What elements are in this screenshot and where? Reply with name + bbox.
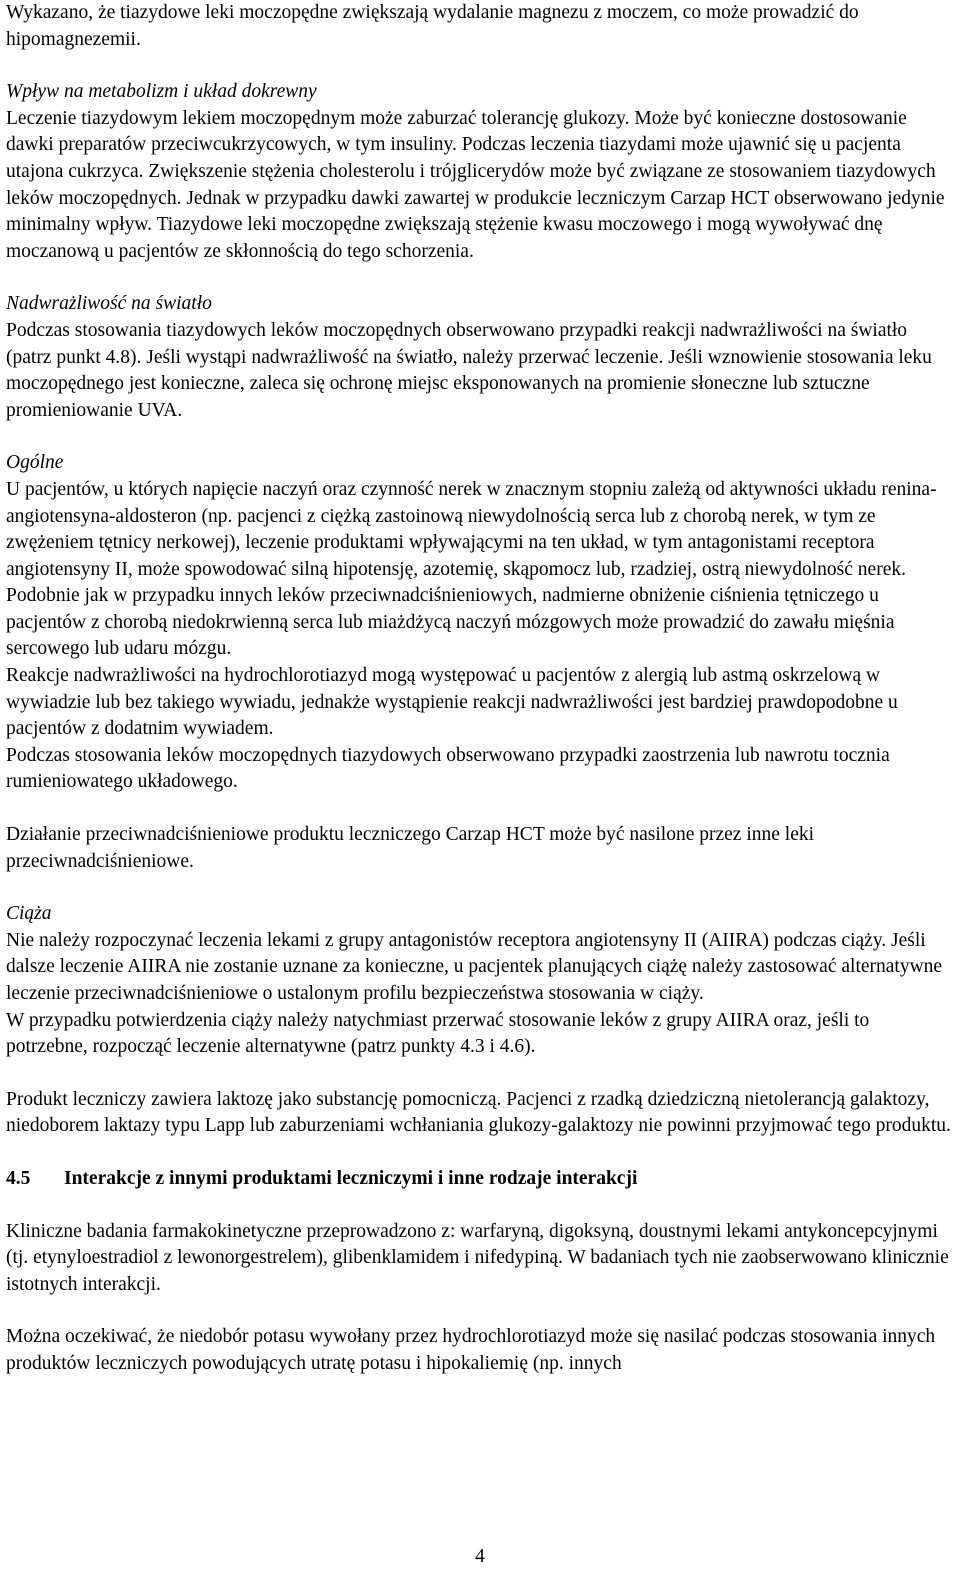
paragraph-ciaza-1: Nie należy rozpoczynać leczenia lekami z grupy antagonistów receptora angiotensyny II (AIIRA) podczas ciąży. Jeśli dalsze leczenie AIIRA nie zostanie uznane za konieczne, u pacjentek planujących ciążę należy zastosować alternatywne leczenie przeciwnadciśnieniowe o ustalonym profilu bezpieczeństwa stosowania w ciąży.	[6, 929, 943, 1004]
paragraph-ogolne-2: Reakcje nadwrażliwości na hydrochlorotiazyd mogą występować u pacjentów z alergią lub astmą oskrzelową w wywiadzie lub bez takiego wywiadu, jednakże wystąpienie reakcji nadwrażliwości jest bardziej prawdopodobne u pacjentów z dodatnim wywiadem.	[6, 665, 898, 740]
section-number: 4.5	[6, 1167, 31, 1189]
section-title: Interakcje z innymi produktami leczniczymi i inne rodzaje interakcji	[64, 1167, 638, 1189]
paragraph-ogolne-3: Podczas stosowania leków moczopędnych tiazydowych obserwowano przypadki zaostrzenia lub nawrotu tocznia rumieniowatego układowego.	[6, 744, 890, 793]
heading-nadwrazliwosc: Nadwrażliwość na światło	[6, 293, 212, 315]
heading-metabolizm: Wpływ na metabolizm i układ dokrewny	[6, 81, 317, 103]
heading-ogolne: Ogólne	[6, 452, 64, 474]
paragraph-ogolne-1: U pacjentów, u których napięcie naczyń oraz czynność nerek w znacznym stopniu zależą od aktywności układu renina-angiotensyna-aldosteron (np. pacjenci z ciężką zastoinową niewydolnością serca lub z chorobą nerek, w tym ze zwężeniem tętnicy nerkowej), leczenie produktami wpływającymi na ten układ, w tym antagonistami receptora angiotensyny II, może spowodować silną hipotensję, azotemię, skąpomocz lub, rzadziej, ostrą niewydolność nerek. Podobnie jak w przypadku innych leków przeciwnadciśnieniowych, nadmierne obniżenie ciśnienia tętniczego u pacjentów z chorobą niedokrwienną serca lub miażdżycą naczyń mózgowych może prowadzić do zawału mięśnia sercowego lub udaru mózgu.	[6, 478, 937, 660]
paragraph-badania: Kliniczne badania farmakokinetyczne przeprowadzono z: warfaryną, digoksyną, doustnymi lekami antykoncepcyjnymi (tj. etynyloestradiol z lewonorgestrelem), glibenklamidem i nifedypiną. W badaniach tych nie zaobserwowano klinicznie istotnych interakcji.	[6, 1220, 949, 1295]
paragraph-ciaza-2: W przypadku potwierdzenia ciąży należy natychmiast przerwać stosowanie leków z grupy AIIRA oraz, jeśli to potrzebne, rozpocząć leczenie alternatywne (patrz punkty 4.3 i 4.6).	[6, 1009, 870, 1058]
section-heading-4-5	[6, 1166, 954, 1193]
heading-ciaza: Ciąża	[6, 903, 52, 925]
paragraph-metabolizm: Leczenie tiazydowym lekiem moczopędnym może zaburzać tolerancję glukozy. Może być konieczne dostosowanie dawki preparatów przeciwcukrzycowych, w tym insuliny. Podczas leczenia tiazydami może ujawnić się u pacjenta utajona cukrzyca. Zwiększenie stężenia cholesterolu i trójglicerydów może być związane ze stosowaniem tiazydowych leków moczopędnych. Jednak w przypadku dawki zawartej w produkcie leczniczym Carzap HCT obserwowano jedynie minimalny wpływ. Tiazydowe leki moczopędne zwiększają stężenie kwasu moczowego i mogą wywoływać dnę moczanową u pacjentów ze skłonnością do tego schorzenia.	[6, 107, 945, 262]
paragraph-laktoza: Produkt leczniczy zawiera laktozę jako substancję pomocniczą. Pacjenci z rzadką dziedziczną nietolerancją galaktozy, niedoborem laktazy typu Lapp lub zaburzeniami wchłaniania glukozy-galaktozy nie powinni przyjmować tego produktu.	[6, 1088, 951, 1137]
paragraph-nadwrazliwosc: Podczas stosowania tiazydowych leków moczopędnych obserwowano przypadki reakcji nadwrażliwości na światło (patrz punkt 4.8). Jeśli wystąpi nadwrażliwość na światło, należy przerwać leczenie. Jeśli wznowienie stosowania leku moczopędnego jest konieczne, zaleca się ochronę miejsc eksponowanych na promienie słoneczne lub sztuczne promieniowanie UVA.	[6, 319, 932, 421]
paragraph-potas: Można oczekiwać, że niedobór potasu wywołany przez hydrochlorotiazyd może się nasilać podczas stosowania innych produktów leczniczych powodujących utratę potasu i hipokaliemię (np. innych	[6, 1326, 936, 1374]
page-number: 4	[475, 1546, 485, 1567]
paragraph-magnez: Wykazano, że tiazydowe leki moczopędne zwiększają wydalanie magnezu z moczem, co może prowadzić do hipomagnezemii.	[6, 2, 859, 50]
paragraph-dzialanie: Działanie przeciwnadciśnieniowe produktu leczniczego Carzap HCT może być nasilone przez inne leki przeciwnadciśnieniowe.	[6, 824, 815, 872]
document-page	[6, 0, 954, 1378]
